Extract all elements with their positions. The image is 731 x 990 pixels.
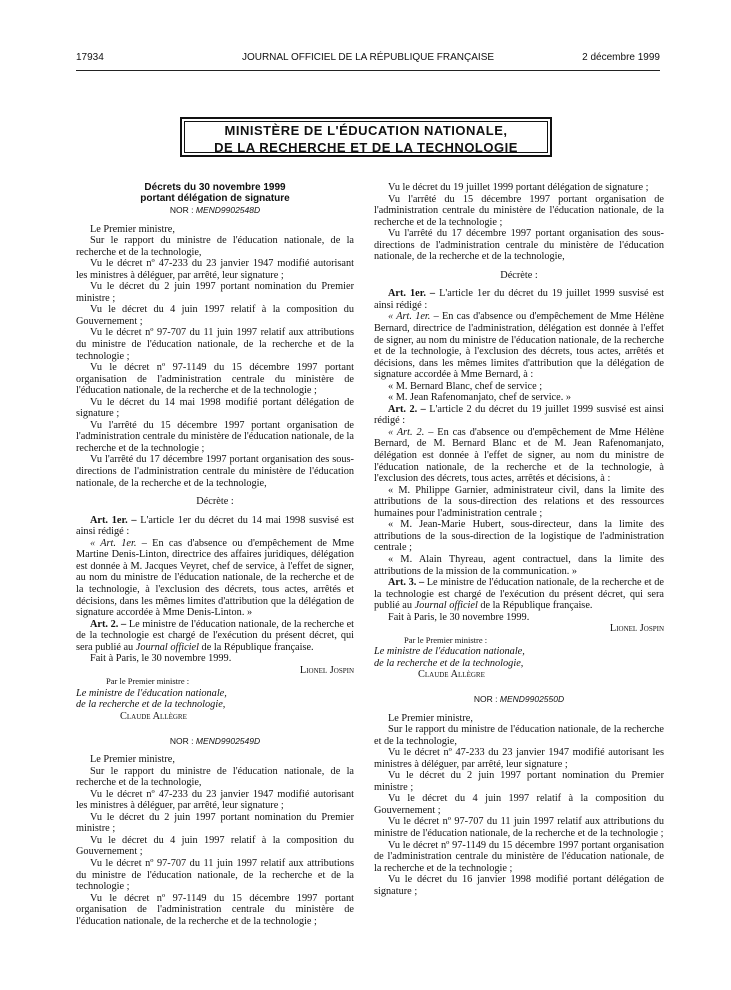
paragraph: Vu le décret du 2 juin 1997 portant nomination du Premier ministre ;	[374, 770, 664, 793]
delegate-item: « M. Bernard Blanc, chef de service ;	[388, 380, 543, 392]
decree-intro: Le Premier ministre,	[388, 712, 473, 724]
paragraph: Vu le décret du 14 mai 1998 modifié portant délégation de signature ;	[76, 396, 354, 420]
article-text: L'article 1er du décret du 14 mai 1998 susvisé est ainsi rédigé :	[76, 514, 354, 538]
nor-label: NOR :	[169, 735, 194, 746]
decrete-label: Décrète :	[196, 496, 234, 508]
paragraph: Vu le décret nº 97-707 du 11 juin 1997 relatif aux attributions du ministre de l'éducation nationale, de la recherche et de la technologie ;	[374, 816, 664, 839]
paragraph: Vu le décret du 4 juin 1997 relatif à la composition du Gouvernement ;	[76, 304, 354, 327]
minister-name: Claude Allègre	[418, 669, 485, 681]
decree-intro: Le Premier ministre,	[90, 223, 175, 235]
article-2	[76, 619, 354, 654]
article-label: Art. 1er. –	[90, 514, 137, 526]
quote-text: En cas d'absence ou d'empêchement de Mme Hélène Bernard, de M. Bernard Blanc et de M. Jean Rafenomanjato, délégation est donnée à l'effet de signer, au nom du ministre de l'éducation nationale, de la recherche et de la technologie, à l'exclusion des décrets, tous actes, arrêtés et décisions, à :	[374, 426, 665, 485]
ministry-line-1: MINISTÈRE DE L'ÉDUCATION NATIONALE,	[224, 123, 508, 138]
article-1	[374, 288, 664, 311]
paragraph: Vu le décret nº 97-1149 du 15 décembre 1997 portant organisation de l'administration centrale du ministère de l'éducation nationale, de la recherche et de la technologie ;	[76, 892, 354, 927]
article-1-quote	[374, 311, 664, 380]
paragraph: Vu le décret nº 97-707 du 11 juin 1997 relatif aux attributions du ministre de l'éducation nationale, de la recherche et de la technologie ;	[76, 857, 354, 893]
article-text-end: de la République française.	[477, 600, 593, 612]
paragraph: Vu le décret du 4 juin 1997 relatif à la composition du Gouvernement ;	[76, 834, 354, 858]
paragraph: Vu l'arrêté du 17 décembre 1997 portant organisation des sous-directions de l'administration centrale du ministère de l'éducation nationale, de la recherche et de la technologie,	[374, 228, 664, 263]
article-label: Art. 1er. –	[388, 288, 436, 300]
journal-reference: Journal officiel	[414, 600, 478, 612]
paragraph: Vu l'arrêté du 15 décembre 1997 portant organisation de l'administration centrale du ministère de l'éducation nationale, de la recherche et de la technologie ;	[374, 193, 664, 228]
article-2	[374, 404, 664, 427]
paragraph: Vu le décret nº 97-707 du 11 juin 1997 relatif aux attributions du ministre de l'éducation nationale, de la recherche et de la technologie ;	[76, 327, 354, 362]
article-label: Art. 3. –	[388, 577, 425, 589]
nor-label: NOR :	[473, 693, 498, 704]
minister-title-1: Le ministre de l'éducation nationale,	[76, 687, 227, 699]
paragraph: Sur le rapport du ministre de l'éducation nationale, de la recherche et de la technologie,	[76, 235, 354, 258]
delegate-item: « M. Philippe Garnier, administrateur civil, dans la limite des attributions de la sous-direction des relations et des ressources humaines pour l'administration centrale ;	[374, 484, 664, 519]
signatory: Lionel Jospin	[299, 664, 354, 676]
paragraph: Vu le décret nº 97-1149 du 15 décembre 1997 portant organisation de l'administration centrale du ministère de l'éducation nationale, de la recherche et de la technologie ;	[374, 839, 664, 874]
minister-name: Claude Allègre	[120, 710, 187, 722]
article-text: Le ministre de l'éducation nationale, de la recherche et de la technologie est chargé de l'exécution du présent décret, qui sera publié au	[76, 618, 355, 653]
nor-reference-3	[374, 694, 664, 706]
paragraph: Sur le rapport du ministre de l'éducation nationale, de la recherche et de la technologie,	[374, 724, 664, 747]
quote-text: En cas d'absence ou d'empêchement de Mme Martine Denis-Linton, directrice des affaires juridiques, délégation est donnée à M. Jacques Veyret, chef de service, à l'effet de signer, au nom du ministre de l'éducation nationale, de la recherche et de la technologie, à l'exclusion des décrets, tous actes, arrêtés et décisions, dans les mêmes limites d'attribution que la délégation de signature accordée à Mme Denis-Linton. »	[76, 537, 354, 619]
by-prime-minister: Par le Premier ministre :	[404, 634, 488, 645]
decrete-label: Décrète :	[500, 269, 538, 281]
delegate-item: « M. Alain Thyreau, agent contractuel, dans la limite des attributions de la mission de la communication. »	[374, 553, 664, 577]
page-number: 17934	[76, 52, 104, 63]
nor-code: MEND9902549D	[195, 735, 261, 746]
article-text: L'article 1er du décret du 19 juillet 1999 susvisé est ainsi rédigé :	[374, 288, 665, 311]
quote-label: « Art. 2. –	[388, 426, 434, 438]
paragraph: Vu le décret du 2 juin 1997 portant nomination du Premier ministre ;	[76, 811, 354, 835]
paragraph: Vu l'arrêté du 15 décembre 1997 portant organisation de l'administration centrale du ministère de l'éducation nationale, de la recherche et de la technologie ;	[76, 419, 354, 454]
nor-code: MEND9902550D	[499, 693, 565, 704]
done-at: Fait à Paris, le 30 novembre 1999.	[388, 611, 530, 623]
article-3	[374, 577, 664, 612]
paragraph: Vu le décret du 4 juin 1997 relatif à la composition du Gouvernement ;	[374, 793, 664, 816]
article-2-quote	[374, 427, 664, 485]
right-column	[374, 182, 664, 897]
nor-reference-1	[76, 205, 354, 217]
article-1	[76, 515, 354, 538]
delegate-item: « M. Jean Rafenomanjato, chef de service. »	[388, 392, 571, 404]
paragraph: Sur le rapport du ministre de l'éducation nationale, de la recherche et de la technologie,	[76, 765, 354, 789]
article-label: Art. 2. –	[388, 403, 426, 415]
signatory: Lionel Jospin	[609, 623, 664, 635]
minister-title-1: Le ministre de l'éducation nationale,	[374, 646, 525, 658]
nor-reference-2	[76, 736, 354, 748]
minister-title-2: de la recherche et de la technologie,	[76, 699, 226, 711]
article-text-end: de la République française.	[198, 641, 314, 653]
decree-title-2: portant délégation de signature	[140, 193, 290, 204]
left-column	[76, 182, 354, 927]
by-prime-minister: Par le Premier ministre :	[106, 676, 190, 687]
minister-title-2: de la recherche et de la technologie,	[374, 657, 524, 669]
nor-code: MEND9902548D	[195, 205, 261, 215]
ministry-heading-box	[180, 117, 552, 157]
paragraph: Vu le décret du 2 juin 1997 portant nomination du Premier ministre ;	[76, 281, 354, 304]
paragraph: Vu le décret nº 47-233 du 23 janvier 1947 modifié autorisant les ministres à déléguer, par arrêté, leur signature ;	[374, 747, 664, 770]
decree-intro: Le Premier ministre,	[90, 754, 175, 766]
nor-label: NOR :	[169, 205, 194, 215]
article-label: Art. 2. –	[90, 618, 127, 630]
done-at: Fait à Paris, le 30 novembre 1999.	[90, 653, 232, 665]
quote-text: En cas d'absence ou d'empêchement de Mme Hélène Bernard, directrice de l'administration, délégation est donnée à l'effet de signer, au nom du ministre de l'éducation nationale, de la recherche et de la technologie, à l'exclusion des décrets, tous actes, arrêtés et décisions, dans les mêmes limites d'attribution que la délégation de signature accordée à Mme Bernard, à :	[374, 311, 664, 381]
article-text: Le ministre de l'éducation nationale, de la recherche et de la technologie est chargé de l'exécution du présent décret, qui sera publié au	[374, 577, 665, 612]
quote-label: « Art. 1er. –	[388, 311, 439, 323]
article-text: L'article 2 du décret du 19 juillet 1999 susvisé est ainsi rédigé :	[374, 403, 664, 427]
decree-title-1: Décrets du 30 novembre 1999	[144, 182, 286, 193]
paragraph: Vu le décret nº 47-233 du 23 janvier 1947 modifié autorisant les ministres à déléguer, par arrêté, leur signature ;	[76, 258, 354, 281]
issue-date: 2 décembre 1999	[582, 52, 660, 63]
journal-title: JOURNAL OFFICIEL DE LA RÉPUBLIQUE FRANÇAISE	[241, 52, 495, 63]
quote-label: « Art. 1er. –	[90, 537, 147, 549]
paragraph: Vu le décret du 16 janvier 1998 modifié portant délégation de signature ;	[374, 874, 664, 897]
delegate-item: « M. Jean-Marie Hubert, sous-directeur, dans la limite des attributions de la sous-direction de la logistique de l'administration centrale ;	[374, 519, 664, 554]
paragraph: Vu le décret nº 97-1149 du 15 décembre 1997 portant organisation de l'administration centrale du ministère de l'éducation nationale, de la recherche et de la technologie ;	[76, 362, 354, 397]
paragraph: Vu le décret du 19 juillet 1999 portant délégation de signature ;	[388, 182, 649, 193]
paragraph: Vu l'arrêté du 17 décembre 1997 portant organisation des sous-directions de l'administration centrale du ministère de l'éducation nationale, de la recherche et de la technologie,	[76, 454, 354, 489]
ministry-line-2: DE LA RECHERCHE ET DE LA TECHNOLOGIE	[214, 140, 518, 155]
paragraph: Vu le décret nº 47-233 du 23 janvier 1947 modifié autorisant les ministres à déléguer, par arrêté, leur signature ;	[76, 788, 354, 812]
running-header	[76, 50, 660, 71]
article-1-quote	[76, 538, 354, 619]
journal-reference: Journal officiel	[135, 641, 199, 653]
